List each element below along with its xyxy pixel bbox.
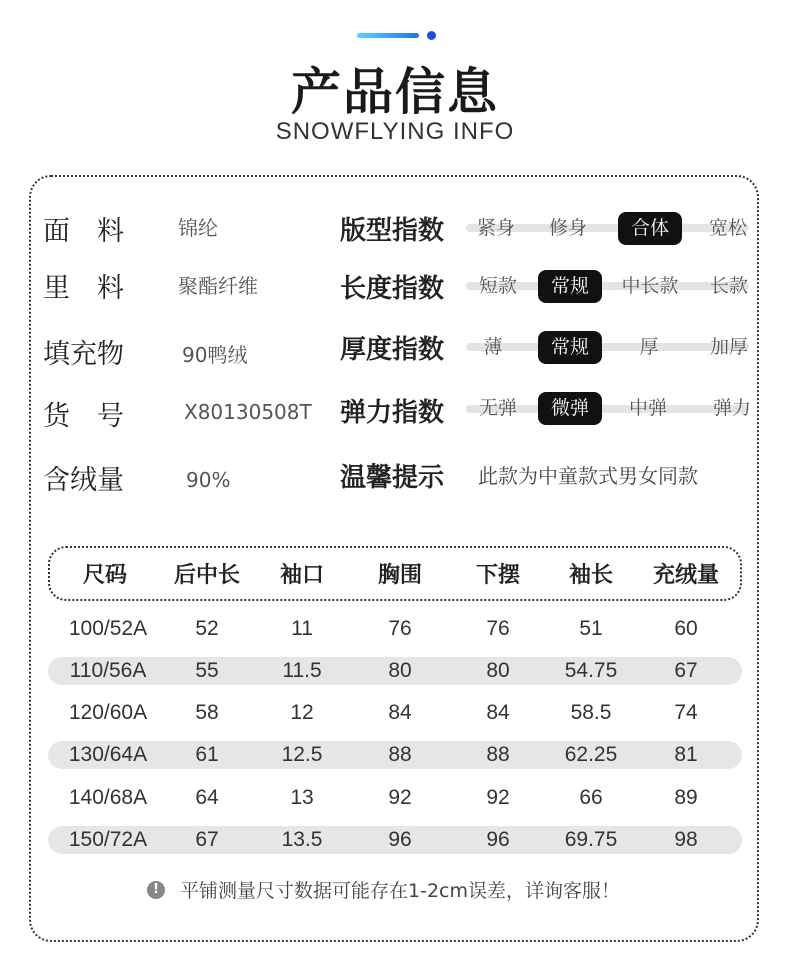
table-header-cell: 后中长	[173, 563, 240, 588]
table-cell: 140/68A	[68, 786, 148, 809]
table-cell: 11.5	[282, 659, 322, 682]
table-cell: 13.5	[281, 828, 323, 851]
attr-value-filling: 90鸭绒	[182, 343, 248, 367]
table-cell: 88	[388, 743, 412, 766]
table-header-cell: 充绒量	[652, 563, 719, 588]
table-cell: 110/56A	[69, 659, 147, 682]
table-cell: 96	[486, 828, 510, 851]
attr-value-item-no: X80130508T	[184, 400, 312, 424]
table-cell: 120/60A	[68, 701, 148, 724]
table-cell: 76	[486, 617, 510, 640]
table-cell: 61	[195, 743, 219, 766]
table-cell: 58.5	[570, 701, 612, 724]
table-cell: 52	[195, 617, 219, 640]
index-option: 修身	[548, 217, 587, 239]
index-option: 宽松	[708, 217, 747, 239]
index-option: 中长款	[621, 275, 679, 297]
index-option-selected: 常规	[538, 270, 602, 303]
title-accent-line	[357, 33, 419, 38]
index-option-selected: 微弹	[538, 392, 602, 425]
attr-label-down-content: 含绒量	[43, 465, 124, 496]
index-option: 长款	[709, 275, 748, 297]
table-header-cell: 袖口	[279, 563, 324, 588]
table-header-cell: 下摆	[475, 563, 520, 588]
index-label-fit: 版型指数	[340, 216, 445, 246]
table-cell: 58	[195, 701, 219, 724]
index-option: 加厚	[709, 336, 748, 358]
table-cell: 66	[579, 786, 603, 809]
table-cell: 96	[388, 828, 412, 851]
index-label-thickness: 厚度指数	[340, 335, 445, 365]
table-cell: 76	[388, 617, 412, 640]
table-cell: 67	[195, 828, 219, 851]
index-option: 无弹	[478, 397, 517, 419]
table-cell: 130/64A	[68, 743, 148, 766]
table-cell: 84	[486, 701, 510, 724]
attr-label-fabric: 面 料	[43, 216, 124, 247]
table-cell: 100/52A	[68, 617, 148, 640]
table-cell: 11	[291, 617, 313, 640]
index-option: 短款	[478, 275, 517, 297]
table-cell: 64	[195, 786, 219, 809]
index-option: 紧身	[476, 217, 515, 239]
attr-value-down-content: 90%	[186, 468, 231, 492]
index-option: 弹力	[712, 397, 751, 419]
page-subtitle: SNOWFLYING INFO	[275, 118, 515, 145]
table-cell: 80	[388, 659, 412, 682]
table-cell: 92	[486, 786, 510, 809]
table-cell: 88	[486, 743, 510, 766]
page-title: 产品信息	[291, 63, 499, 121]
table-cell: 13	[290, 786, 314, 809]
title-accent-dot	[427, 31, 436, 40]
index-option-selected: 常规	[538, 331, 602, 364]
attr-label-lining: 里 料	[43, 273, 124, 304]
table-cell: 81	[674, 743, 698, 766]
index-option: 厚	[639, 336, 659, 358]
table-cell: 92	[388, 786, 412, 809]
index-label-length: 长度指数	[340, 274, 445, 304]
table-cell: 62.25	[564, 743, 618, 766]
index-option: 薄	[483, 336, 503, 358]
index-option-selected: 合体	[618, 212, 682, 245]
table-cell: 51	[579, 617, 603, 640]
index-label-elasticity: 弹力指数	[340, 398, 445, 428]
attr-value-fabric: 锦纶	[178, 216, 218, 240]
tip-text: 此款为中童款式男女同款	[478, 464, 698, 488]
table-header-cell: 尺码	[82, 563, 127, 588]
table-cell: 89	[674, 786, 698, 809]
table-cell: 69.75	[564, 828, 618, 851]
measurement-note: 平铺测量尺寸数据可能存在1-2cm误差，详询客服！	[180, 880, 620, 902]
table-cell: 98	[674, 828, 698, 851]
index-option: 中弹	[628, 397, 667, 419]
table-cell: 54.75	[564, 659, 618, 682]
table-cell: 12.5	[281, 743, 323, 766]
table-header-cell: 胸围	[377, 563, 422, 588]
table-cell: 55	[195, 659, 219, 682]
exclamation-icon: !	[147, 881, 165, 899]
table-cell: 150/72A	[68, 828, 148, 851]
table-cell: 67	[674, 659, 698, 682]
table-cell: 80	[486, 659, 510, 682]
attr-label-item-no: 货 号	[43, 401, 124, 432]
table-header-cell: 袖长	[568, 563, 613, 588]
table-cell: 60	[674, 617, 698, 640]
table-cell: 12	[290, 701, 314, 724]
attr-label-filling: 填充物	[43, 339, 124, 370]
tip-label: 温馨提示	[340, 463, 445, 493]
attr-value-lining: 聚酯纤维	[178, 274, 258, 298]
table-cell: 84	[388, 701, 412, 724]
table-cell: 74	[674, 701, 698, 724]
